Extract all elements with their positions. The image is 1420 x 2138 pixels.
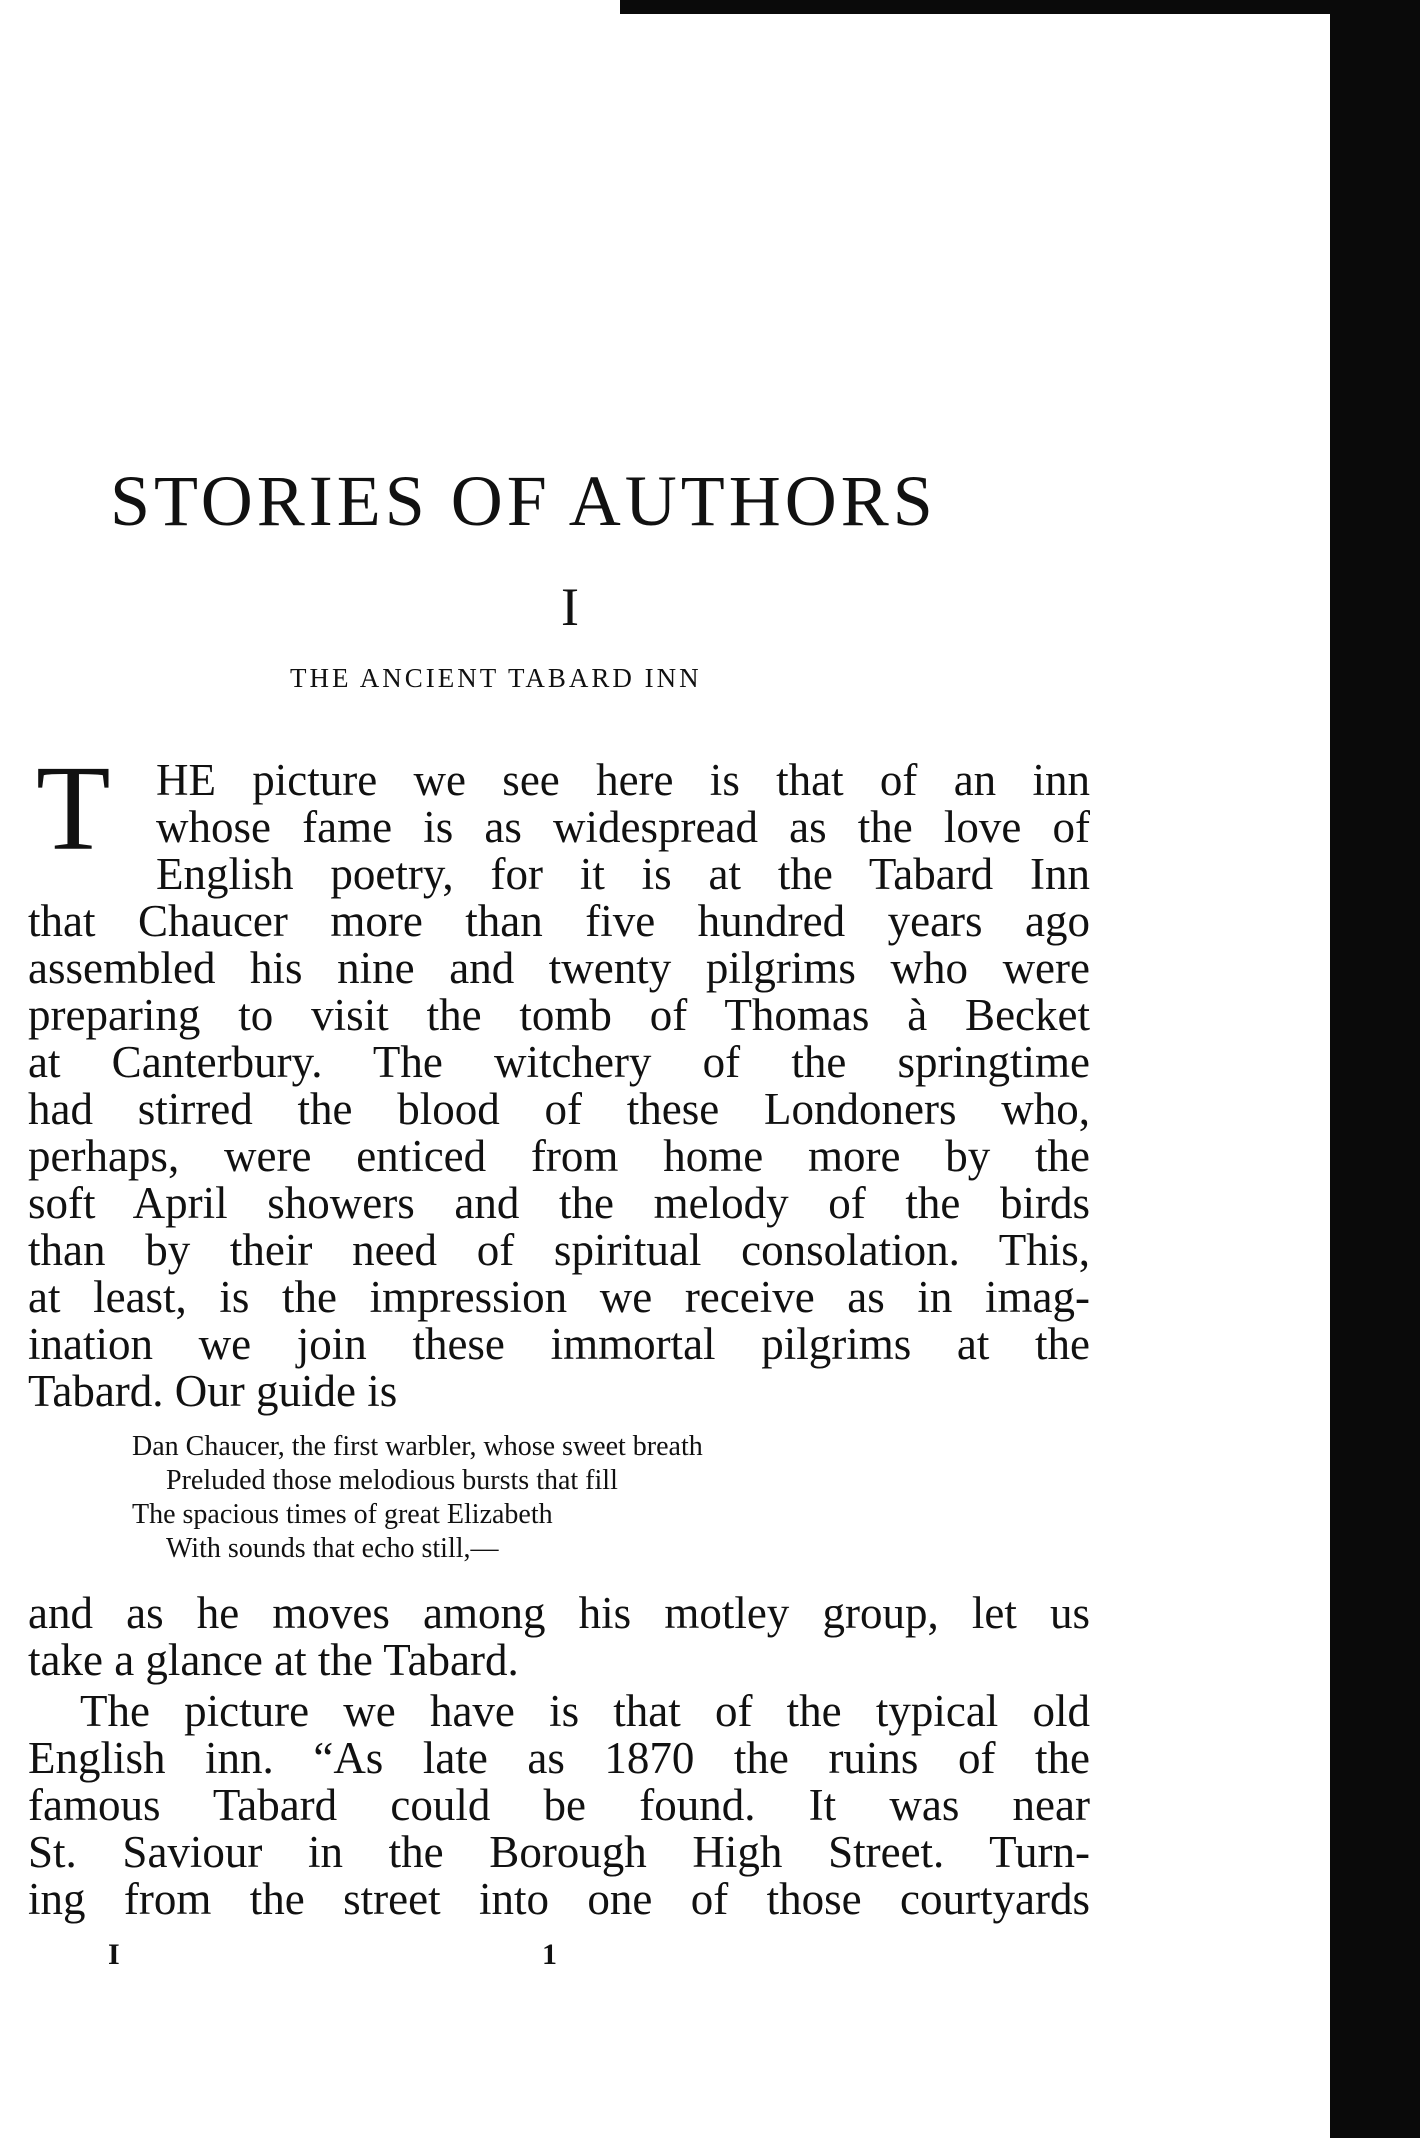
paragraph-line: Tabard. Our guide is <box>28 1366 398 1416</box>
chapter-numeral: I <box>561 577 579 637</box>
paragraph-line: whose fame is as widespread as the love of <box>156 802 1090 852</box>
paragraph-line: The picture we have is that of the typical old <box>80 1686 1090 1736</box>
paragraph-line: English poetry, for it is at the Tabard Inn <box>156 849 1090 899</box>
paragraph-line: had stirred the blood of these Londoners who, <box>28 1084 1090 1134</box>
paragraph-line: English inn. “As late as 1870 the ruins of the <box>28 1733 1090 1783</box>
paragraph-line: take a glance at the Tabard. <box>28 1635 519 1685</box>
paragraph-line: ing from the street into one of those courtyards <box>28 1874 1090 1924</box>
paragraph-2 <box>28 1590 1090 1684</box>
paragraph-line: famous Tabard could be found. It was near <box>28 1780 1090 1830</box>
paragraph-line: at Canterbury. The witchery of the springtime <box>28 1037 1090 1087</box>
verse-line: With sounds that echo still,— <box>166 1533 499 1564</box>
paragraph-line: perhaps, were enticed from home more by the <box>28 1131 1090 1181</box>
book-title: STORIES OF AUTHORS <box>110 461 937 541</box>
paragraph-line: ination we join these immortal pilgrims at the <box>28 1319 1090 1369</box>
verse-line: Preluded those melodious bursts that fill <box>166 1465 618 1496</box>
verse-line: Dan Chaucer, the first warbler, whose sweet breath <box>132 1431 703 1462</box>
paragraph-line: preparing to visit the tomb of Thomas à Becket <box>28 990 1090 1040</box>
chapter-title: THE ANCIENT TABARD INN <box>290 663 702 693</box>
paragraph-line: that Chaucer more than five hundred years ago <box>28 896 1090 946</box>
paragraph-line: and as he moves among his motley group, let us <box>28 1588 1090 1638</box>
signature-mark: I <box>108 1938 120 1971</box>
page-number: 1 <box>542 1938 557 1971</box>
scan-top-edge <box>620 0 1420 14</box>
drop-cap: T <box>36 741 111 876</box>
paragraph-3 <box>28 1688 1090 1923</box>
paragraph-line: St. Saviour in the Borough High Street. Turn- <box>28 1827 1090 1877</box>
scan-right-edge <box>1330 0 1420 2138</box>
paragraph-line: at least, is the impression we receive as in imag- <box>28 1272 1090 1322</box>
paragraph-line: than by their need of spiritual consolation. This, <box>28 1225 1090 1275</box>
paragraph-line: soft April showers and the melody of the birds <box>28 1178 1090 1228</box>
paragraph-line: assembled his nine and twenty pilgrims who were <box>28 943 1090 993</box>
paragraph-1 <box>28 757 1090 1415</box>
verse-line: The spacious times of great Elizabeth <box>132 1499 553 1530</box>
verse-quotation <box>132 1430 703 1566</box>
paragraph-line: HE picture we see here is that of an inn <box>156 755 1090 805</box>
